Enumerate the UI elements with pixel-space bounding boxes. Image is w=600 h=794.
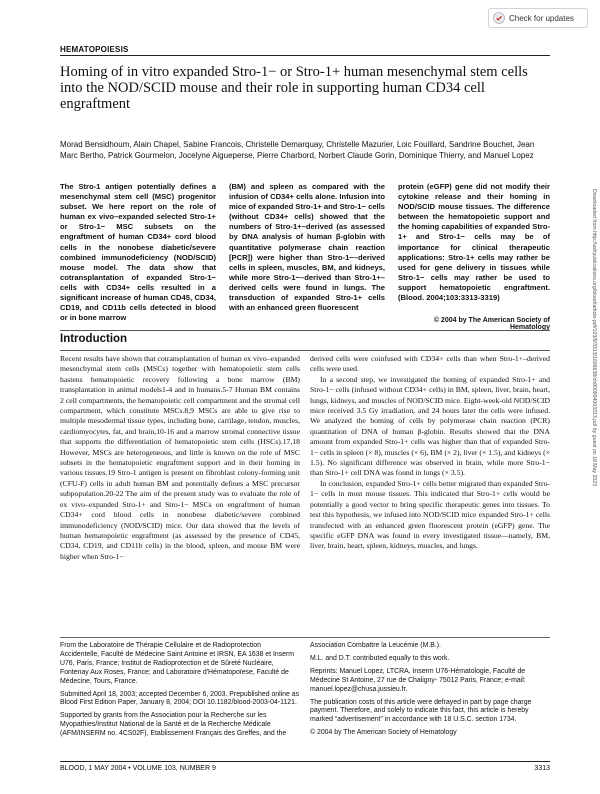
footnote: Submitted April 18, 2003; accepted December 6, 2003. Prepublished online as Blood First Edition Paper, January 8, 2004; DOI 10.1182/blood-2003-04-1121.	[60, 690, 300, 707]
author-list: Morad Bensidhoum, Alain Chapel, Sabine Francois, Christelle Demarquay, Christelle Mazurier, Loic Fouillard, Sandrine Bouchet, Jean Marc Bertho, Patrick Gourmelon, Jocelyne Aigueperse, Pierre Charbord, Norbert Claude Gorin, Dominique Thierry, and Manuel Lopez	[60, 140, 535, 160]
journal-citation: BLOOD, 1 MAY 2004 • VOLUME 103, NUMBER 9	[60, 765, 216, 772]
footnote: Supported by grants from the Association pour la Recherche sur les Myopathies/Institut National de la Santé et de la Recherche Médicale (AFM/INSERM no. 4CS02F), Etablissement Français des Greffes, and the	[60, 712, 287, 738]
abstract-column-2: (BM) and spleen as compared with the infusion of CD34+ cells alone. Infusion into mice of expanded Stro-1+ and Stro-1− cells (without CD34+ cells) showed that the numbers of Stro-1+–derived (as assessed by DNA analysis of human β-globin with quantitative polymerase chain reaction [PCR]) were higher than Stro-1−–derived cells in spleen, muscles, BM, and kidneys, while more Stro-1−–derived than Stro-1+–derived cells were found in lungs. The transduction of expanded Stro-1+ cells with an enhanced green fluorescent	[229, 182, 385, 313]
footnotes-right	[310, 642, 550, 742]
abstract-copyright: © 2004 by The American Society of Hematology	[433, 317, 550, 331]
footnote: © 2004 by The American Society of Hematology	[310, 729, 457, 737]
header-rule	[60, 55, 550, 56]
footnotes-left	[60, 642, 300, 743]
article-title: Homing of in vitro expanded Stro-1− or Stro-1+ human mesenchymal stem cells into the NOD/SCID mouse and their role in supporting human CD34 cell engraftment	[60, 64, 528, 112]
footnote: Association Combattre la Leucémie (M.B.).	[310, 642, 441, 649]
body-right-column	[310, 354, 550, 552]
intro-rule-top	[60, 330, 550, 331]
footnote-rule	[60, 637, 550, 638]
download-note: Downloaded from http://ashpublications.org/blood/article-pdf/103/9/3313/1696638/zh800904003313.pdf by guest on 18 May 2023	[591, 189, 597, 487]
download-watermark	[590, 190, 598, 590]
body-paragraph: In conclusion, expanded Stro-1+ cells better migrated than expanded Stro-1− cells in most mouse tissues. This indicated that Stro-1+ cells would be potentially a good vector to bring specific therapeutic genes into tissues. To test this hypothesis, we infused into NOD/SCID mice expanded Stro-1+ cells transfected with an enhanced green fluorescent protein (eGFP) gene. The specific eGFP DNA was found in every investigated tissue—namely, BM, liver, brain, heart, spleen, kidneys, muscles, and lungs.	[310, 478, 550, 551]
introduction-heading: Introduction	[60, 333, 128, 345]
body-paragraph: derived cells were coinfused with CD34+ cells than when Stro-1+–derived cells were used.	[310, 354, 550, 374]
footer-rule	[60, 761, 550, 762]
check-for-updates-badge[interactable]	[488, 8, 588, 28]
footnote: Reprints: Manuel Lopez, LTCRA, Inserm U76-Hématologie, Faculté de Médecine St Antoine, 27 rue de Chaligny- 75012 Paris, France; e-mail: manuel.lopez@chusa.jussieu.fr.	[310, 667, 526, 693]
intro-rule-bottom	[60, 350, 550, 351]
footnote: M.L. and D.T. contributed equally to this work.	[310, 654, 450, 662]
body-left-column	[60, 354, 300, 562]
check-for-updates-icon	[493, 12, 505, 24]
abstract-column-1: The Stro-1 antigen potentially defines a mesenchymal stem cell (MSC) progenitor subset. We here report on the role of human ex vivo–expanded selected Stro-1+ or Stro-1− MSC subsets on the engraftment of human CD34+ cord blood cells in the nonobese diabetic/severe combined immunodeficiency (NOD/SCID) mouse model. The data show that cotransplantation of expanded Stro-1− cells with CD34+ cells resulted in a significant increase of human CD45, CD34, CD19, and CD11b cells detected in blood or in bone marrow	[60, 182, 216, 323]
footnote: The publication costs of this article were defrayed in part by page charge payment. Therefore, and solely to indicate this fact, this article is hereby marked “advertisement” in accordance with 18 U.S.C. section 1734.	[310, 698, 532, 724]
section-label: HEMATOPOIESIS	[60, 45, 129, 54]
page-number: 3313	[534, 765, 550, 772]
body-paragraph: Recent results have shown that cotransplantation of human ex vivo–expanded mesenchymal stem cells (MSCs) together with hematopoietic stem cells hastens hematopoietic recovery following a bone marrow (BM) transplantation in animal models1-4 and in humans.5-7 Human BM contains 2 cell compartments, the hematopoietic cell compartment and the stromal cell compartment, which constitute MSCs.8,9 MSCs are able to give rise to multiple mesodermal tissue types, including bone, cartilage, tendon, muscles, cardiomyocytes, fat, and brain,10-16 and a marrow stromal connective tissue that supports the differentiation of hematopoietic stem cells (HSCs).17,18 However, MSCs are heterogeneous, and little is known on the role of MSC subsets in the hematopoietic engraftment support and in their homing in various tissues.19 Stro-1 antigen is present on fibroblast colony-forming unit (CFU-F) cells in adult human BM and potentially defines a MSC precursor subpopulation.20-22 The aim of the present study was to evaluate the role of ex vivo–expanded Stro-1+ and Stro-1− MSCs on engraftment of human CD34+ cord blood cells in nonobese diabetic/severe combined immunodeficiency (NOD/SCID) mice. Our data showed that the levels of human hematopoietic engraftment (as assessed by the presence of CD45, CD34, CD19, and CD11b cells) in the blood, spleen, and mouse BM were higher when Stro-1−	[60, 354, 300, 561]
body-paragraph: In a second step, we investigated the homing of expanded Stro-1+ and Stro-1− cells (infused without CD34+ cells) in BM, spleen, liver, brain, heart, lungs, kidneys, and muscles of NOD/SCID mice. Eight-week-old NOD/SCID mice received 3.5 Gy irradiation, and 24 hours later the cells were infused. We analyzed the homing of cells by polymerase chain reaction (PCR) quantitation of DNA of human β-globin. Results showed that the DNA amount from expanded Stro-1+ cells was higher than that of expanded Stro-1− cells in spleen (× 8), muscles (× 6), BM (× 2), liver (× 1.5), and kidneys (× 1.5). No significant difference was observed in brain, while more Stro-1− than Stro-1+ cell DNA was found in lungs (× 3.5).	[310, 374, 550, 478]
footnote: From the Laboratoire de Thérapie Cellulaire et de Radioprotection Accidentelle, Faculté de Médecine Saint Antoine et IRSN, EA 1638 et Inserm U76, Paris, France; Institut de Radioprotection et de Sûreté Nucléaire, Fontenay Aux Roses, France; and Laboratoire d'Hématopoïese, Faculté de Médecine, Tours, France.	[60, 642, 295, 685]
check-for-updates-label: Check for updates	[509, 13, 574, 23]
abstract-column-3: protein (eGFP) gene did not modify their cytokine release and their homing in NOD/SCID mouse tissues. The difference between the hematopoietic support and the homing capabilities of expanded Stro-1+ and Stro-1− cells may be of importance for clinical therapeutic applications: Stro-1+ cells may rather be used for gene delivery in tissues while Stro-1− cells may rather be used to support hematopoietic engraftment. (Blood. 2004;103:3313-3319)	[398, 182, 550, 303]
